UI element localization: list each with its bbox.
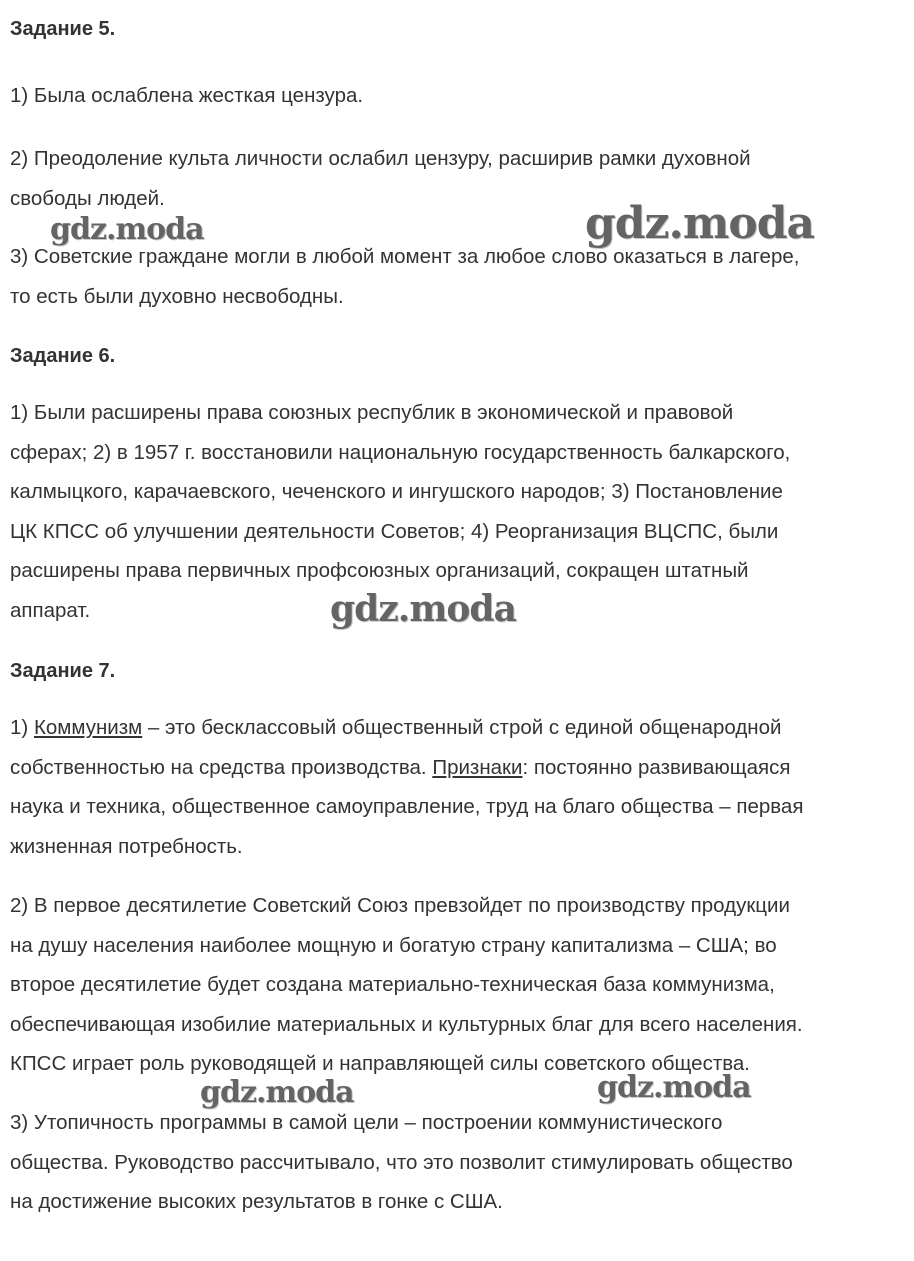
text-line: 2) В первое десятилетие Советский Союз превзойдет по производству продукции (10, 894, 790, 917)
text-line: обеспечивающая изобилие материальных и культурных благ для всего населения. (10, 1012, 803, 1036)
text-line: КПСС играет роль руководящей и направляющей силы советского общества. (10, 1052, 750, 1075)
text-line: 3) Советские граждане могли в любой момент за любое слово оказаться в лагере, (10, 245, 800, 268)
watermark: gdz.moda (330, 588, 516, 630)
watermark: gdz.moda (597, 1070, 751, 1105)
text-fragment: – это бесклассовый общественный строй с единой общенародной (142, 716, 782, 739)
watermark: gdz.moda (50, 212, 204, 247)
text-line: на достижение высоких результатов в гонке с США. (10, 1190, 503, 1213)
text-line: второе десятилетие будет создана материально-техническая база коммунизма, (10, 973, 775, 996)
task-6-title: Задание 6. (10, 345, 116, 367)
text-line: 1) Были расширены права союзных республик в экономической и правовой (10, 401, 734, 424)
text-line: жизненная потребность. (10, 834, 243, 858)
text-line: аппарат. (10, 598, 91, 622)
text-fragment: 1) (10, 716, 34, 739)
watermark: gdz.moda (200, 1075, 354, 1110)
text-line: 1) Была ослаблена жесткая цензура. (10, 84, 364, 107)
watermark: gdz.moda (585, 198, 815, 249)
text-line: на душу населения наиболее мощную и богатую страну капитализма – США; во (10, 933, 777, 957)
task-7-answer-2 (10, 886, 910, 1084)
text-line: свободы людей. (10, 186, 165, 210)
term-signs: Признаки (432, 755, 523, 779)
task-7-answer-3 (10, 1103, 910, 1222)
task-7-title: Задание 7. (10, 660, 116, 682)
text-fragment: : постоянно развивающаяся (522, 755, 791, 779)
task-5-answer-1 (10, 76, 910, 116)
text-line (10, 748, 910, 788)
text-line (10, 708, 910, 748)
text-line: калмыцкого, карачаевского, чеченского и ингушского народов; 3) Постановление (10, 480, 783, 503)
text-line: общества. Руководство рассчитывало, что это позволит стимулировать общество (10, 1150, 793, 1174)
text-line: 2) Преодоление культа личности ослабил цензуру, расширив рамки духовной (10, 147, 751, 170)
task-7-answer-1 (10, 708, 910, 866)
task-5-title: Задание 5. (10, 18, 116, 40)
text-line: 3) Утопичность программы в самой цели – построении коммунистического (10, 1111, 723, 1134)
text-line: ЦК КПСС об улучшении деятельности Советов; 4) Реорганизация ВЦСПС, были (10, 519, 779, 543)
text-line: наука и техника, общественное самоуправление, труд на благо общества – первая (10, 795, 804, 818)
text-line: то есть были духовно несвободны. (10, 284, 344, 308)
text-line: сферах; 2) в 1957 г. восстановили национальную государственность балкарского, (10, 440, 791, 464)
term-communism: Коммунизм (33, 716, 143, 739)
text-fragment: собственностью на средства производства. (10, 755, 433, 779)
text-line: расширены права первичных профсоюзных организаций, сокращен штатный (10, 559, 749, 582)
